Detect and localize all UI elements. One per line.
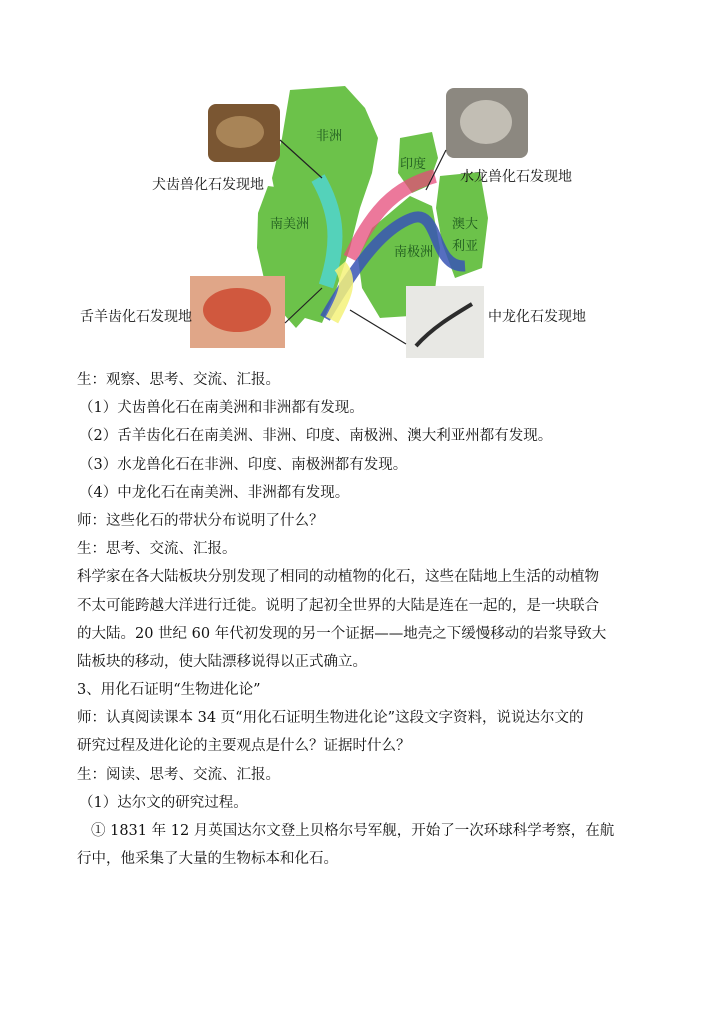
paragraph-line: 陆板块的移动，使大陆漂移说得以正式确立。 bbox=[77, 653, 367, 670]
label-australia-line2: 利亚 bbox=[452, 239, 479, 254]
lesson-text bbox=[77, 366, 657, 873]
label-cynognathus: 犬齿兽化石发现地 bbox=[152, 177, 264, 193]
label-australia-line1: 澳大 bbox=[452, 217, 479, 232]
paragraph-line: ① 1831 年 12 月英国达尔文登上贝格尔号军舰，开始了一次环球科学考察，在航 bbox=[91, 823, 615, 839]
paragraph-line: （4）中龙化石在南美洲、非洲都有发现。 bbox=[79, 484, 350, 501]
label-india: 印度 bbox=[400, 157, 427, 172]
paragraph-line: （1）达尔文的研究过程。 bbox=[79, 794, 248, 811]
paragraph-line: （3）水龙兽化石在非洲、印度、南极洲都有发现。 bbox=[79, 456, 408, 473]
paragraph-line: 不太可能跨越大洋进行迁徙。说明了起初全世界的大陆是连在一起的，是一块联合 bbox=[77, 597, 599, 614]
label-africa: 非洲 bbox=[316, 129, 343, 144]
paragraph-line: 行中，他采集了大量的生物标本和化石。 bbox=[77, 851, 338, 868]
paragraph-line: 生：阅读、思考、交流、汇报。 bbox=[77, 766, 280, 783]
paragraph-line: 科学家在各大陆板块分别发现了相同的动植物的化石，这些在陆地上生活的动植物 bbox=[77, 569, 599, 586]
label-antarctica: 南极洲 bbox=[394, 245, 434, 260]
paragraph-line: （1）犬齿兽化石在南美洲和非洲都有发现。 bbox=[79, 400, 364, 417]
label-glossopteris: 舌羊齿化石发现地 bbox=[80, 309, 192, 325]
paragraph-line: 师：这些化石的带状分布说明了什么？ bbox=[77, 512, 324, 529]
label-lystrosaurus: 水龙兽化石发现地 bbox=[460, 169, 572, 185]
paragraph-line: 生：观察、思考、交流、汇报。 bbox=[77, 372, 280, 388]
paragraph-line: 研究过程及进化论的主要观点是什么？证据时什么？ bbox=[77, 738, 411, 755]
paragraph-line: （2）舌羊齿化石在南美洲、非洲、印度、南极洲、澳大利亚州都有发现。 bbox=[79, 428, 553, 445]
lystrosaurus-fossil-image bbox=[446, 88, 528, 158]
label-south-america: 南美洲 bbox=[270, 217, 310, 232]
glossopteris-fossil-image bbox=[190, 276, 285, 348]
label-mesosaurus: 中龙化石发现地 bbox=[488, 309, 586, 325]
paragraph-line: 师：认真阅读课本 34 页“用化石证明生物进化论”这段文字资料，说说达尔文的 bbox=[77, 710, 584, 727]
paragraph-line: 的大陆。20 世纪 60 年代初发现的另一个证据——地壳之下缓慢移动的岩浆导致大 bbox=[77, 625, 607, 642]
cynognathus-fossil-image bbox=[208, 104, 280, 162]
paragraph-line: 生：思考、交流、汇报。 bbox=[77, 541, 237, 558]
gondwana-fossil-map bbox=[60, 78, 620, 360]
section-heading: 3、用化石证明“生物进化论” bbox=[77, 682, 261, 699]
mesosaurus-fossil-image bbox=[406, 286, 484, 358]
